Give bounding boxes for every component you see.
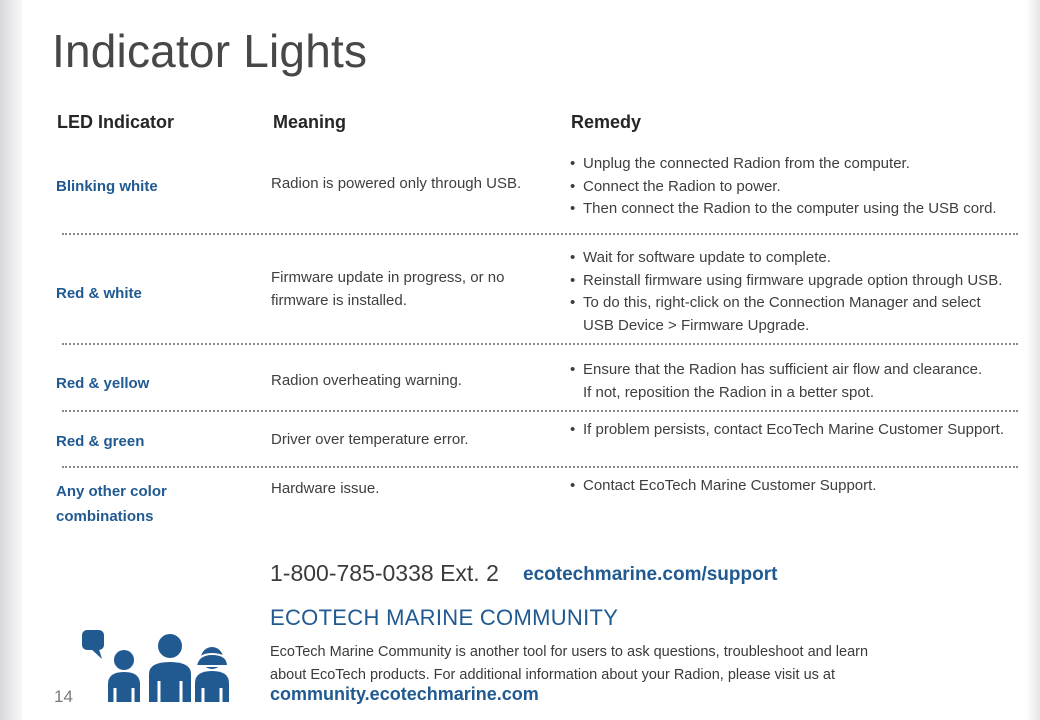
remedy-item: • Ensure that the Radion has sufficient air flow and clearance. — [570, 359, 1030, 382]
community-description-line: EcoTech Marine Community is another tool for users to ask questions, troubleshoot and learn — [270, 644, 869, 660]
community-description-line: about EcoTech products. For additional information about your Radion, please visit us at — [270, 667, 836, 683]
meaning-text: Radion overheating warning. — [271, 372, 462, 389]
community-link[interactable]: community.ecotechmarine.com — [270, 684, 539, 704]
row-divider — [62, 343, 1018, 345]
support-phone: 1-800-785-0338 Ext. 2 — [270, 560, 499, 586]
led-label-line: Any other color — [56, 483, 167, 500]
row-divider — [62, 233, 1018, 235]
led-indicator-label: Red & green — [56, 433, 145, 450]
column-header-remedy: Remedy — [571, 112, 642, 132]
row-divider — [62, 466, 1018, 468]
row-divider — [62, 410, 1018, 412]
led-indicator-label: Red & yellow — [56, 375, 150, 392]
remedy-list — [570, 247, 1030, 337]
led-label-line: combinations — [56, 508, 154, 525]
meaning-text: Hardware issue. — [271, 480, 380, 497]
remedy-item: • If problem persists, contact EcoTech Marine Customer Support. — [570, 419, 1030, 442]
page-gutter-shadow — [0, 0, 22, 720]
remedy-list — [570, 153, 1030, 221]
remedy-item: • Connect the Radion to power. — [570, 176, 1030, 199]
person-icon — [158, 634, 182, 658]
column-header-meaning: Meaning — [273, 112, 347, 132]
meaning-text — [271, 266, 541, 312]
remedy-item: • Then connect the Radion to the computer using the USB cord. — [570, 198, 1030, 221]
led-indicator-label: Red & white — [56, 285, 142, 302]
remedy-list — [570, 475, 1030, 498]
person-icon — [114, 650, 134, 670]
remedy-item-continuation: USB Device > Firmware Upgrade. — [583, 316, 810, 334]
remedy-item: • Reinstall firmware using firmware upgrade option through USB. — [570, 270, 1030, 293]
remedy-item: • Wait for software update to complete. — [570, 247, 1030, 270]
page-title: Indicator Lights — [52, 25, 368, 77]
remedy-list — [570, 419, 1030, 442]
meaning-line: firmware is installed. — [271, 292, 407, 309]
column-header-led: LED Indicator — [57, 112, 175, 132]
speech-bubble-icon — [82, 630, 104, 650]
led-indicator-label — [56, 479, 236, 529]
remedy-item: • To do this, right-click on the Connection Manager and select — [570, 292, 1030, 315]
remedy-item: • Contact EcoTech Marine Customer Support. — [570, 475, 1030, 498]
led-indicator-label: Blinking white — [56, 178, 158, 195]
meaning-line: Firmware update in progress, or no — [271, 269, 505, 286]
meaning-text: Driver over temperature error. — [271, 431, 469, 448]
remedy-list — [570, 359, 1030, 404]
remedy-item-continuation: If not, reposition the Radion in a better spot. — [583, 383, 875, 401]
remedy-item: • Unplug the connected Radion from the computer. — [570, 153, 1030, 176]
meaning-text: Radion is powered only through USB. — [271, 175, 522, 192]
community-people-icon — [78, 626, 238, 702]
page-number: 14 — [54, 687, 73, 706]
community-description — [270, 641, 910, 687]
support-link[interactable]: ecotechmarine.com/support — [523, 564, 778, 585]
community-heading: ECOTECH MARINE COMMUNITY — [270, 605, 619, 630]
